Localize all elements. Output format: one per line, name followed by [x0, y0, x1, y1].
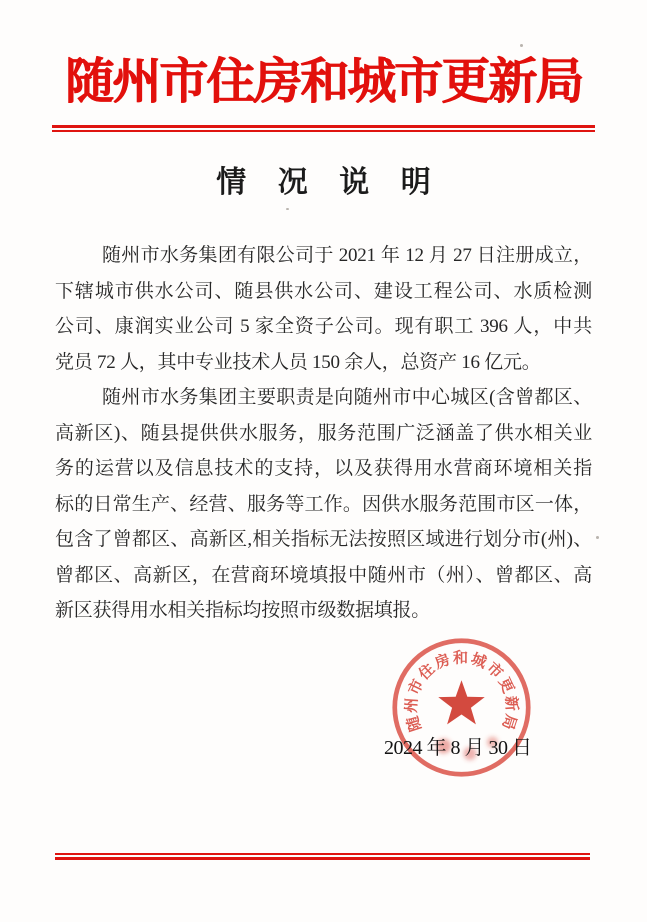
red-star-icon [438, 680, 484, 724]
scan-speck [286, 208, 289, 210]
body-line: 高新区)、随县提供供水服务，服务范围广泛涵盖了供水相关业 [55, 422, 592, 444]
body-line: 包含了曾都区、高新区,相关指标无法按照区域进行划分市(州)、 [55, 529, 592, 550]
agency-letterhead-title: 随州市住房和城市更新局 [64, 54, 582, 109]
body-line: 党员 72 人，其中专业技术人员 150 余人，总资产 16 亿元。 [55, 351, 541, 373]
body-line: 随州市水务集团有限公司于 2021 年 12 月 27 日注册成立， [102, 245, 592, 266]
document-title: 情况说明 [216, 166, 463, 199]
body-line: 公司、康润实业公司 5 家全资子公司。现有职工 396 人，中共 [55, 316, 592, 337]
document-date: 2024 年 8 月 30 日 [384, 737, 532, 759]
seal-arc-text: 随州市住房和城市更新局 [403, 650, 520, 734]
scan-speck [596, 536, 599, 539]
body-line: 下辖城市供水公司、随县供水公司、建设工程公司、水质检测 [55, 280, 592, 302]
scan-speck [520, 44, 523, 47]
body-line: 新区获得用水相关指标均按照市级数据填报。 [55, 600, 431, 621]
document-body [55, 238, 592, 629]
footer-divider-line [55, 853, 590, 860]
body-line: 随州市水务集团主要职责是向随州市中心城区(含曾都区、 [102, 387, 592, 408]
body-line: 曾都区、高新区，在营商环境填报中随州市（州）、曾都区、高 [55, 564, 592, 586]
body-line: 务的运营以及信息技术的支持，以及获得用水营商环境相关指 [55, 458, 592, 479]
body-line: 标的日常生产、经营、服务等工作。因供水服务范围市区一体， [55, 493, 592, 515]
letterhead-divider-line [52, 125, 595, 132]
